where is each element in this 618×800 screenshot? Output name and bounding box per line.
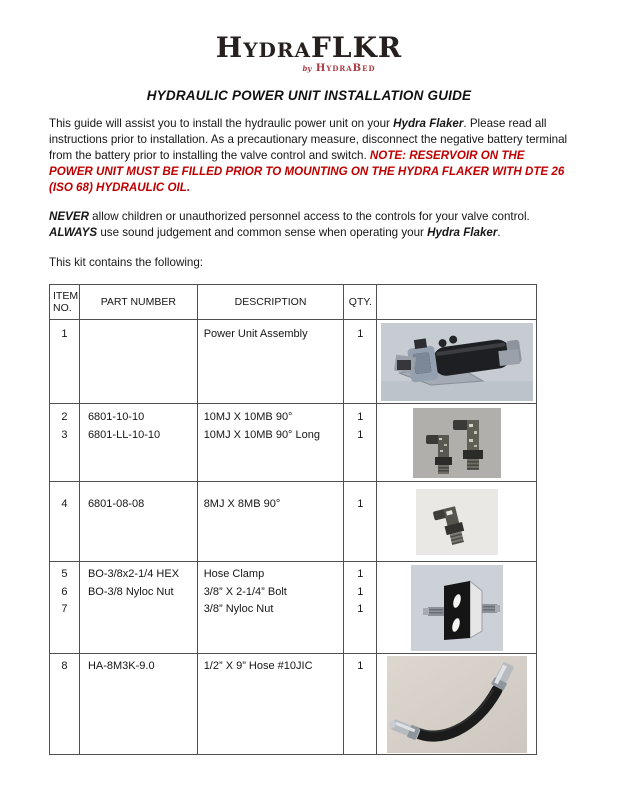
table-row-item-8 (50, 654, 537, 755)
intro-brand-name: Hydra Flaker (393, 117, 464, 130)
qty: 1 (357, 328, 364, 340)
description: 3/8” Nyloc Nut (203, 603, 274, 615)
col-header-item-line2: NO. (53, 302, 72, 314)
intro-text-2: . Please read all instructions prior to installation. As a precautionary measure, disconnect the negative battery terminal from the battery prior to installing the valve control and switch. (49, 117, 568, 162)
description: 10MJ X 10MB 90° (203, 411, 293, 423)
elbow-fittings-pair-photo (413, 408, 501, 478)
table-row-items-5-7 (50, 562, 537, 654)
description: 8MJ X 8MB 90° (203, 498, 281, 510)
qty: 1 (357, 568, 364, 580)
table-row-items-2-3 (50, 404, 537, 482)
brand-logo-subtitle (30, 64, 618, 74)
description: 3/8” X 2-1/4” Bolt (203, 585, 287, 598)
warnings-paragraph (49, 209, 570, 241)
qty: 1 (357, 660, 364, 672)
always-period: . (497, 226, 501, 239)
brand-logo-flkr: FLKR (311, 31, 403, 64)
qty: 1 (357, 603, 364, 615)
item-no: 4 (61, 498, 68, 510)
always-brand-name: Hydra Flaker (427, 226, 498, 239)
part-number: BO-3/8x2-1/4 HEX (87, 568, 180, 580)
never-word: NEVER (49, 210, 89, 223)
description: Hose Clamp (203, 568, 265, 580)
table-header-row (50, 285, 537, 320)
part-number: 6801-LL-10-10 (87, 428, 161, 441)
col-header-part-number: PART NUMBER (80, 285, 198, 320)
always-text: use sound judgement and common sense when operating your (97, 226, 428, 239)
kit-contents-line: This kit contains the following: (49, 256, 204, 269)
item-no: 1 (61, 328, 68, 340)
parts-table (49, 284, 537, 755)
item-no: 6 (61, 585, 68, 598)
qty: 1 (357, 585, 364, 598)
qty: 1 (357, 411, 364, 423)
brand-logo-by: by (302, 64, 312, 73)
item-no: 7 (61, 603, 68, 615)
table-row-item-4 (50, 482, 537, 562)
description: Power Unit Assembly (203, 328, 308, 340)
item-no: 2 (61, 411, 68, 423)
description: 1/2” X 9” Hose #10JIC (203, 660, 313, 672)
col-header-description: DESCRIPTION (198, 285, 345, 320)
always-word: ALWAYS (49, 226, 98, 239)
col-header-item-no (50, 285, 80, 320)
qty: 1 (357, 428, 364, 441)
brand-logo-wordmark (0, 31, 618, 64)
brand-logo-hydrabed: HydraBed (315, 63, 376, 74)
table-row-item-1 (50, 320, 537, 404)
part-number: 6801-08-08 (87, 498, 145, 510)
item-no: 3 (61, 428, 68, 441)
power-unit-assembly-photo (381, 323, 533, 401)
intro-note-warning: NOTE: RESERVOIR ON THE POWER UNIT MUST BE FILLED PRIOR TO MOUNTING ON THE HYDRA FLAKER WITH DTE 26 (ISO 68) HYDRAULIC OIL. (49, 149, 565, 194)
col-header-qty: QTY. (344, 285, 377, 320)
item-no: 8 (61, 660, 68, 672)
intro-text-1: This guide will assist you to install the hydraulic power unit on your (49, 117, 394, 130)
never-text: allow children or unauthorized personnel access to the controls for your valve control. (88, 210, 530, 223)
part-number: 6801-10-10 (87, 411, 145, 423)
part-number: HA-8M3K-9.0 (87, 660, 155, 672)
brand-logo-hydra: Hydra (215, 31, 312, 64)
qty: 1 (357, 498, 364, 510)
col-header-item-line1: ITEM (53, 290, 79, 302)
hydraulic-hose-photo (387, 656, 527, 753)
item-no: 5 (61, 568, 68, 580)
part-number: BO-3/8 Nyloc Nut (87, 585, 174, 598)
intro-paragraph (49, 116, 570, 196)
page-title: HYDRAULIC POWER UNIT INSTALLATION GUIDE (146, 88, 472, 103)
hose-clamp-photo (411, 565, 503, 651)
description: 10MJ X 10MB 90° Long (203, 428, 320, 441)
col-header-photo (377, 285, 537, 320)
elbow-fitting-photo (416, 489, 498, 555)
brand-logo (0, 0, 618, 74)
